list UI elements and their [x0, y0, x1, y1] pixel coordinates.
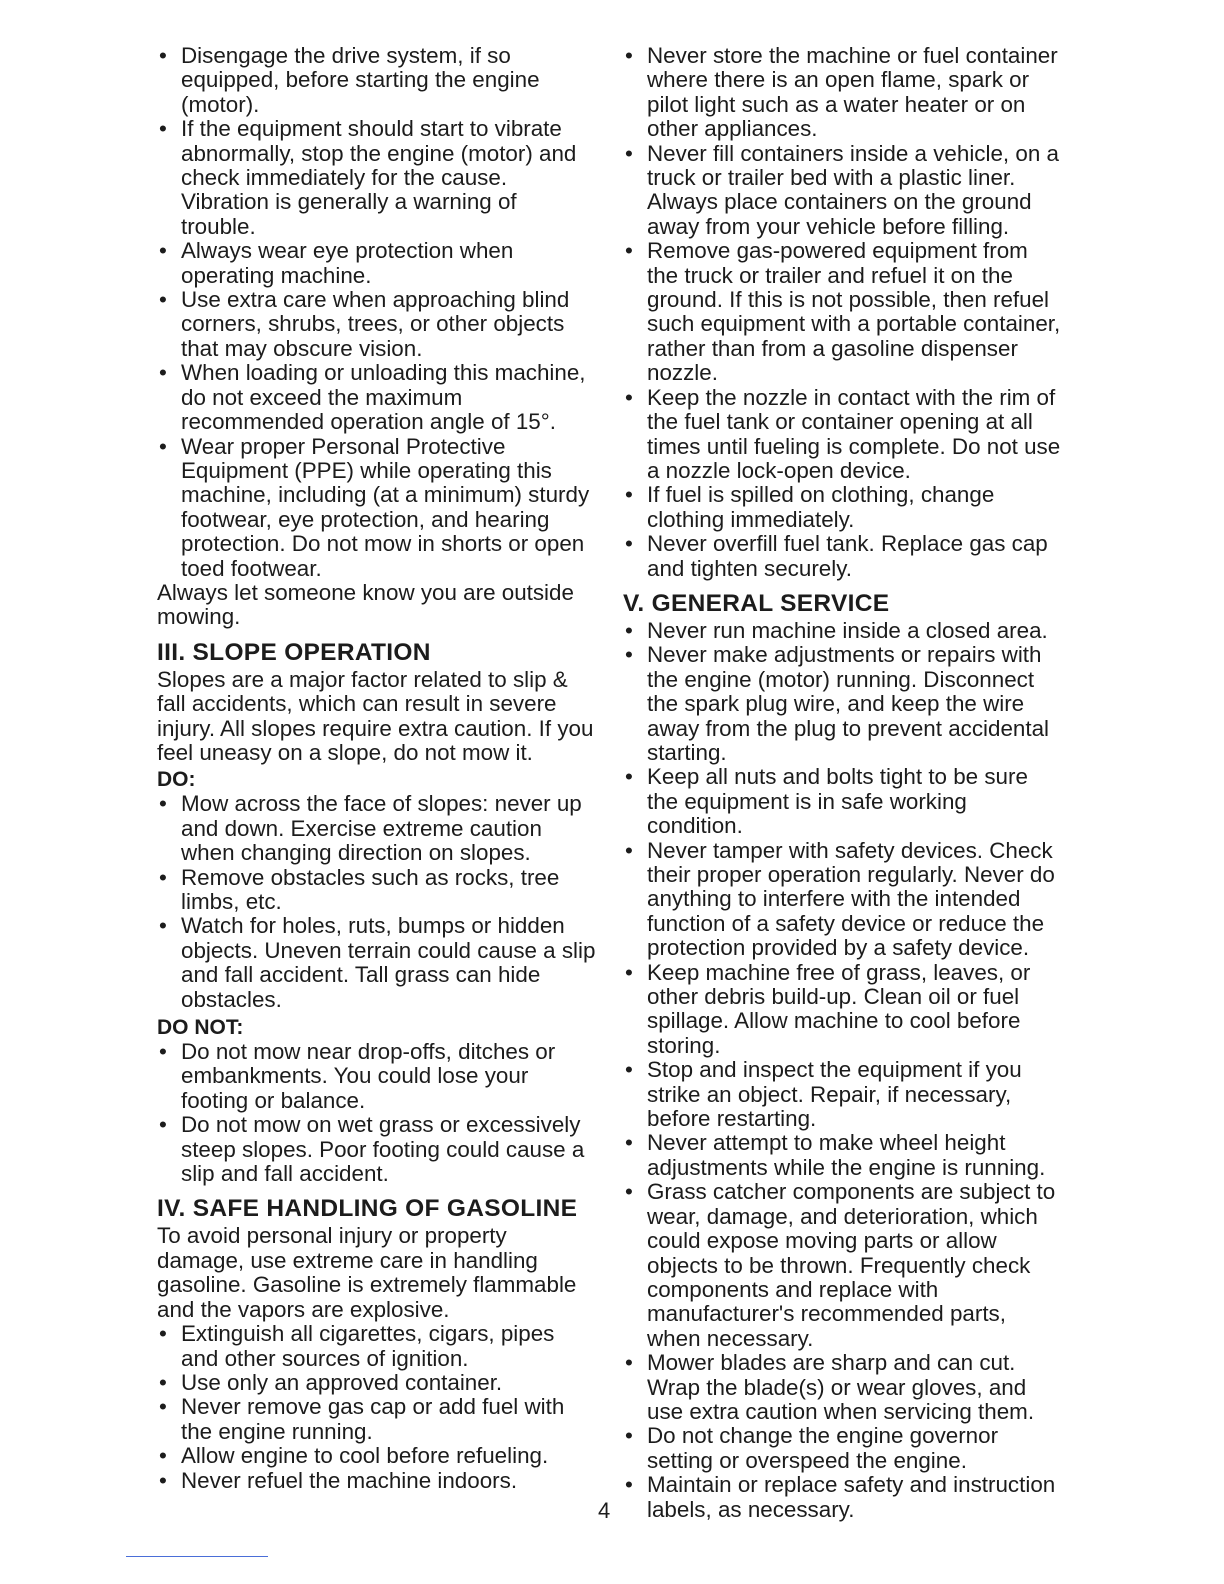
list-item: • Never refuel the machine indoors. [157, 1469, 597, 1493]
right-column [623, 44, 1065, 1522]
list-item: • Never make adjustments or repairs with the engine (motor) running. Disconnect the spark plug wire, and keep the wire away from the plug to prevent accidental starting. [623, 643, 1065, 765]
list-item: • Always wear eye protection when operating machine. [157, 239, 597, 288]
list-item: • Do not mow on wet grass or excessively steep slopes. Poor footing could cause a slip and fall accident. [157, 1113, 597, 1186]
list-item: • Maintain or replace safety and instruction labels, as necessary. [623, 1473, 1065, 1522]
footer-rule [126, 1556, 268, 1557]
list-item: • Never remove gas cap or add fuel with the engine running. [157, 1395, 597, 1444]
list-item: • Never overfill fuel tank. Replace gas cap and tighten securely. [623, 532, 1065, 581]
slope-paragraph: Slopes are a major factor related to slip & fall accidents, which can result in severe injury. All slopes require extra caution. If you feel uneasy on a slope, do not mow it. [157, 666, 594, 765]
list-item: • Extinguish all cigarettes, cigars, pipes and other sources of ignition. [157, 1322, 597, 1371]
list-item: • Never tamper with safety devices. Check their proper operation regularly. Never do anything to interfere with the intended function of a safety device or reduce the protection provided by a safety device. [623, 839, 1065, 961]
list-item: • Disengage the drive system, if so equipped, before starting the engine (motor). [157, 44, 597, 117]
gasoline-paragraph: To avoid personal injury or property damage, use extreme care in handling gasoline. Gasoline is extremely flammable and the vapors are explosive. [157, 1223, 577, 1322]
list-item: • Remove obstacles such as rocks, tree limbs, etc. [157, 866, 597, 915]
list-item: • When loading or unloading this machine, do not exceed the maximum recommended operation angle of 15°. [157, 361, 597, 434]
list-item: • Never attempt to make wheel height adjustments while the engine is running. [623, 1131, 1065, 1180]
list-item: • Keep machine free of grass, leaves, or other debris build-up. Clean oil or fuel spillage. Allow machine to cool before storing. [623, 961, 1065, 1059]
operation-safety-list [157, 44, 597, 581]
do-not-heading: DO NOT: [157, 1016, 244, 1040]
list-item: • Keep the nozzle in contact with the rim of the fuel tank or container opening at all times until fueling is complete. Do not use a nozzle lock-open device. [623, 386, 1065, 484]
outside-mowing-note: Always let someone know you are outside mowing. [157, 579, 574, 630]
list-item: • Allow engine to cool before refueling. [157, 1444, 597, 1468]
do-list [157, 792, 597, 1012]
gasoline-heading: IV. SAFE HANDLING OF GASOLINE [157, 1195, 578, 1223]
gasoline-list [157, 1322, 597, 1493]
list-item: • Remove gas-powered equipment from the truck or trailer and refuel it on the ground. If this is not possible, then refuel such equipment with a portable container, rather than from a gasoline dispenser nozzle. [623, 239, 1065, 385]
list-item: • If fuel is spilled on clothing, change clothing immediately. [623, 483, 1065, 532]
gasoline-list-continued [623, 44, 1065, 581]
list-item: • Use extra care when approaching blind corners, shrubs, trees, or other objects that may obscure vision. [157, 288, 597, 361]
list-item: • Mower blades are sharp and can cut. Wrap the blade(s) or wear gloves, and use extra caution when servicing them. [623, 1351, 1065, 1424]
list-item: • Mow across the face of slopes: never up and down. Exercise extreme caution when changing direction on slopes. [157, 792, 597, 865]
do-heading: DO: [157, 768, 196, 792]
do-not-list [157, 1040, 597, 1186]
general-service-list [623, 619, 1065, 1522]
list-item: • Never run machine inside a closed area. [623, 619, 1065, 643]
general-service-heading: V. GENERAL SERVICE [623, 589, 890, 617]
list-item: • Do not change the engine governor setting or overspeed the engine. [623, 1424, 1065, 1473]
list-item: • Wear proper Personal Protective Equipment (PPE) while operating this machine, including (at a minimum) sturdy footwear, eye protection, and hearing protection. Do not mow in shorts or open toed footwear. [157, 435, 597, 581]
slope-operation-heading: III. SLOPE OPERATION [157, 638, 431, 666]
page-number: 4 [598, 1498, 611, 1523]
list-item: • Keep all nuts and bolts tight to be sure the equipment is in safe working condition. [623, 765, 1065, 838]
list-item: • Never fill containers inside a vehicle, on a truck or trailer bed with a plastic liner. Always place containers on the ground away from your vehicle before filling. [623, 142, 1065, 240]
list-item: • Never store the machine or fuel container where there is an open flame, spark or pilot light such as a water heater or on other appliances. [623, 44, 1065, 142]
list-item: • Stop and inspect the equipment if you strike an object. Repair, if necessary, before restarting. [623, 1058, 1065, 1131]
left-column [157, 44, 597, 1493]
list-item: • Watch for holes, ruts, bumps or hidden objects. Uneven terrain could cause a slip and fall accident. Tall grass can hide obstacles. [157, 914, 597, 1012]
list-item: • If the equipment should start to vibrate abnormally, stop the engine (motor) and check immediately for the cause. Vibration is generally a warning of trouble. [157, 117, 597, 239]
list-item: • Grass catcher components are subject to wear, damage, and deterioration, which could expose moving parts or allow objects to be thrown. Frequently check components and replace with manufacturer's recommended parts, when necessary. [623, 1180, 1065, 1351]
list-item: • Do not mow near drop-offs, ditches or embankments. You could lose your footing or balance. [157, 1040, 597, 1113]
list-item: • Use only an approved container. [157, 1371, 597, 1395]
